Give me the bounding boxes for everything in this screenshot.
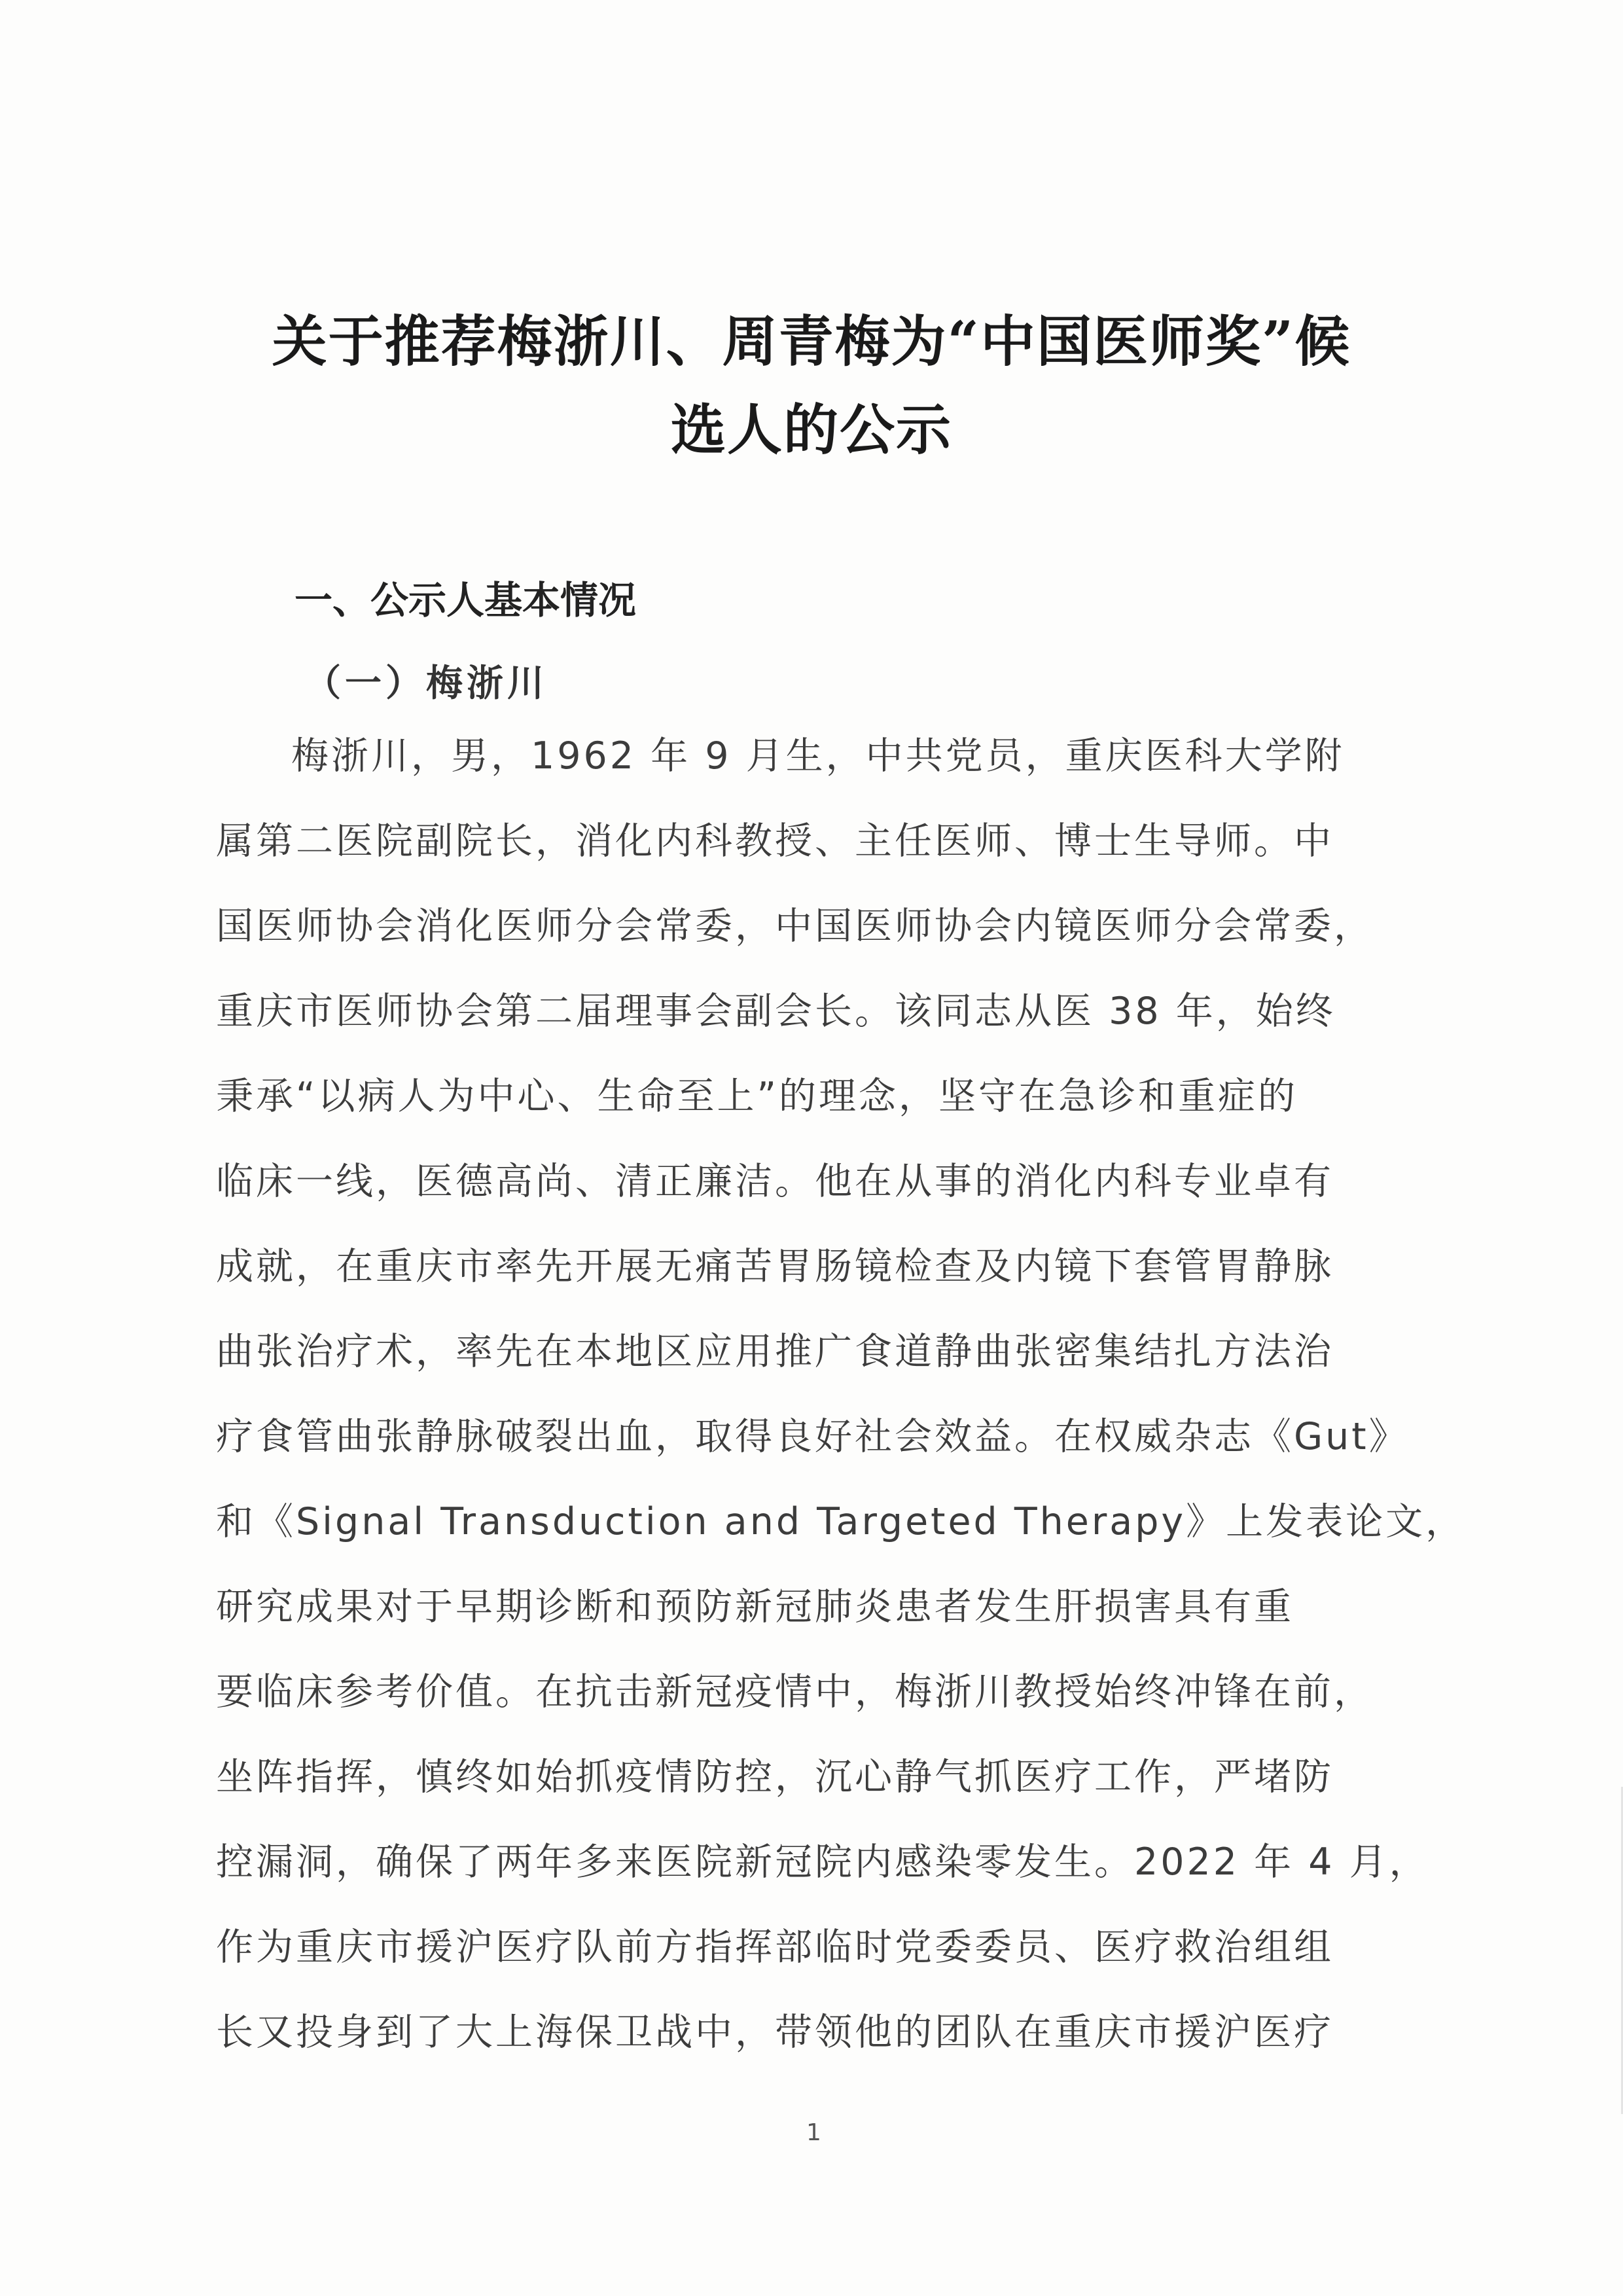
body-line: 研究成果对于早期诊断和预防新冠肺炎患者发生肝损害具有重 [216,1585,1294,1628]
document-title-line-1: 关于推荐梅浙川、周青梅为“中国医师奖”候 [272,309,1351,374]
body-line: 重庆市医师协会第二届理事会副会长。该同志从医 38 年，始终 [216,990,1336,1033]
body-line: 临床一线，医德高尚、清正廉洁。他在从事的消化内科专业卓有 [216,1160,1334,1203]
body-line: 国医师协会消化医师分会常委，中国医师协会内镜医师分会常委， [216,905,1374,948]
body-line: 成就，在重庆市率先开展无痛苦胃肠镜检查及内镜下套管胃静脉 [216,1245,1334,1288]
body-line: 和《Signal Transduction and Targeted Therapy》上发表论文， [216,1500,1466,1543]
page-number: 1 [806,2119,821,2146]
document-title-line-2: 选人的公示 [670,397,952,462]
body-line: 秉承“以病人为中心、生命至上”的理念，坚守在急诊和重症的 [216,1075,1298,1118]
body-line: 要临床参考价值。在抗击新冠疫情中，梅浙川教授始终冲锋在前， [216,1670,1374,1713]
body-line: 控漏洞，确保了两年多来医院新冠院内感染零发生。2022 年 4 月， [216,1840,1429,1884]
body-line: 曲张治疗术，率先在本地区应用推广食道静曲张密集结扎方法治 [216,1330,1334,1373]
section-heading: 一、公示人基本情况 [294,578,637,622]
body-paragraph [216,713,1466,2075]
body-line: 作为重庆市援沪医疗队前方指挥部临时党委委员、医疗救治组组 [216,1926,1334,1969]
body-line: 属第二医院副院长，消化内科教授、主任医师、博士生导师。中 [216,819,1334,863]
body-line: 疗食管曲张静脉破裂出血，取得良好社会效益。在权威杂志《Gut》 [216,1415,1409,1458]
body-line: 长又投身到了大上海保卫战中，带领他的团队在重庆市援沪医疗 [216,2011,1334,2054]
body-line: 坐阵指挥，慎终如始抓疫情防控，沉心静气抓医疗工作，严堵防 [216,1755,1334,1799]
body-line: 梅浙川，男，1962 年 9 月生，中共党员，重庆医科大学附 [291,734,1345,778]
subsection-heading: （一）梅浙川 [304,662,548,705]
